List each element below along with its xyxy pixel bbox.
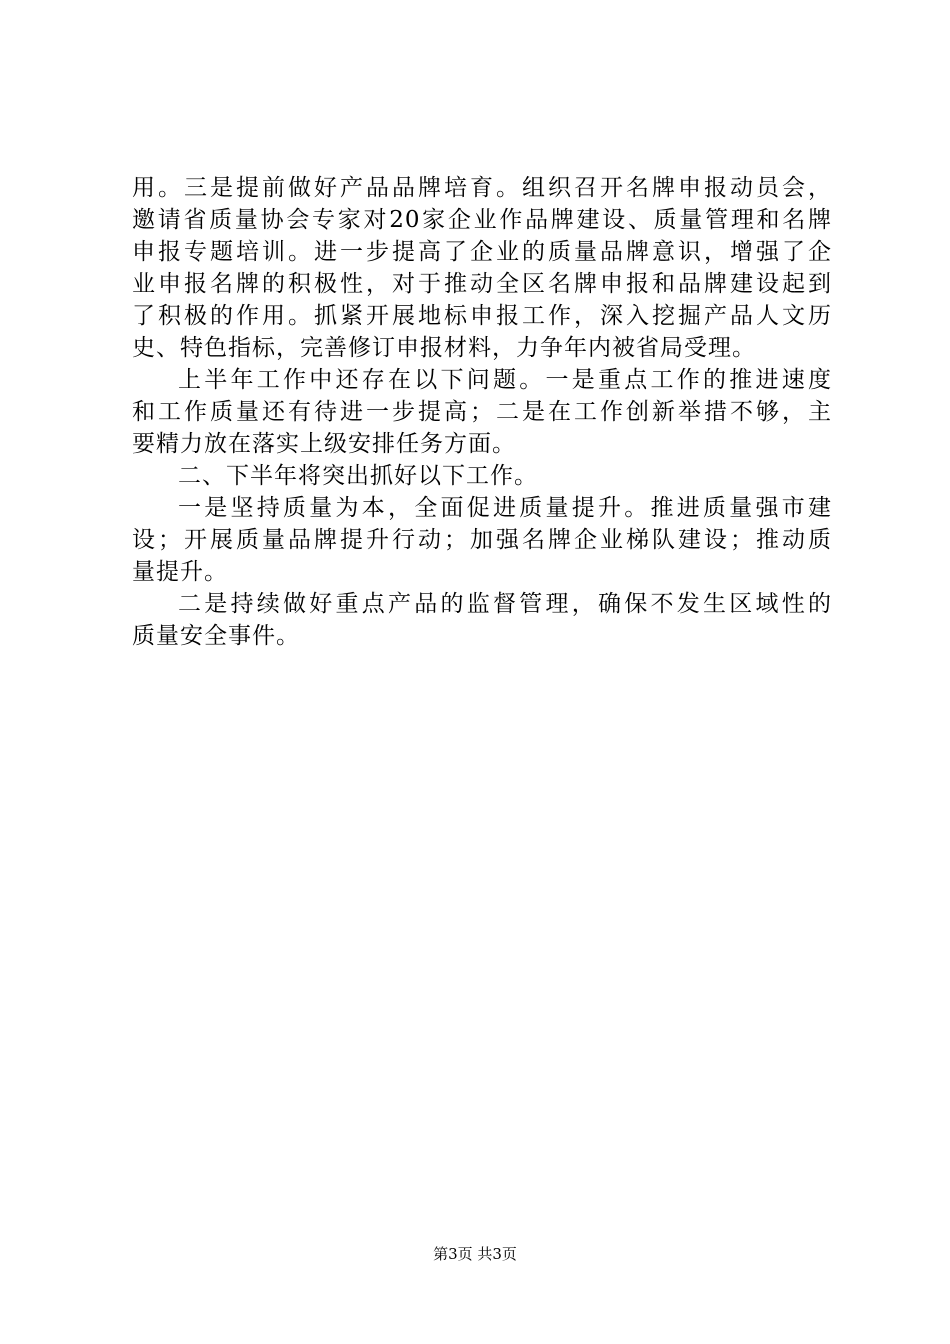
text-line: 一是坚持质量为本，全面促进质量提升。推进质量强市建: [178, 495, 832, 521]
text-line: 二、下半年将突出抓好以下工作。: [178, 463, 538, 489]
text-line: 史、特色指标，完善修订申报材料，力争年内被省局受理。: [132, 335, 756, 361]
document-body: [132, 172, 832, 652]
text-line: 量提升。: [132, 559, 228, 585]
text-line: 业申报名牌的积极性，对于推动全区名牌申报和品牌建设起到: [132, 271, 832, 297]
text-line: 和工作质量还有待进一步提高；二是在工作创新举措不够，主: [132, 399, 832, 425]
text-line: 了积极的作用。抓紧开展地标申报工作，深入挖掘产品人文历: [132, 303, 832, 329]
text-line: 要精力放在落实上级安排任务方面。: [132, 431, 516, 457]
text-line: 上半年工作中还存在以下问题。一是重点工作的推进速度: [178, 367, 832, 393]
paragraph: [132, 460, 832, 492]
paragraph: [132, 172, 832, 364]
text-line: 用。三是提前做好产品品牌培育。组织召开名牌申报动员会，: [132, 175, 832, 201]
text-line: 申报专题培训。进一步提高了企业的质量品牌意识，增强了企: [132, 239, 832, 265]
paragraph: [132, 492, 832, 588]
paragraph: [132, 364, 832, 460]
text-line: 设；开展质量品牌提升行动；加强名牌企业梯队建设；推动质: [132, 527, 832, 553]
text-line: 质量安全事件。: [132, 623, 300, 649]
paragraph: [132, 588, 832, 652]
text-line: 邀请省质量协会专家对20家企业作品牌建设、质量管理和名牌: [132, 207, 832, 233]
page-footer: 第3页 共3页: [433, 1245, 517, 1263]
text-line: 二是持续做好重点产品的监督管理，确保不发生区域性的: [178, 591, 832, 617]
